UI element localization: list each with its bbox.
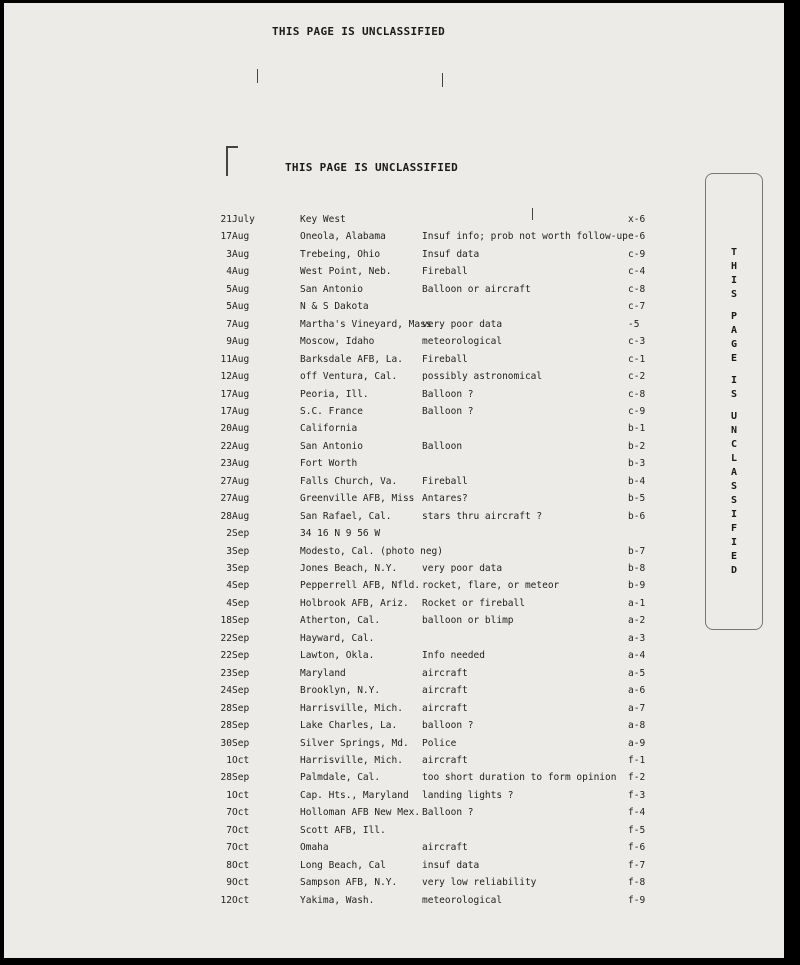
- date-day: 27: [220, 475, 232, 487]
- index-code: a-3: [628, 632, 646, 644]
- date-day: 22: [220, 632, 232, 644]
- list-item: [4, 560, 784, 577]
- side-stamp-letter: A: [730, 467, 738, 478]
- date-month: Aug: [232, 318, 250, 330]
- index-code: c-7: [628, 301, 646, 313]
- location-text: Key West: [300, 214, 346, 225]
- location-text: San Antonio: [300, 283, 363, 295]
- list-item: [4, 438, 784, 455]
- date-day: 7: [226, 842, 232, 854]
- list-item: [4, 316, 784, 333]
- list-item: [4, 525, 784, 542]
- location-text: Atherton, Cal.: [300, 615, 381, 627]
- date-day: 12: [220, 894, 232, 906]
- side-stamp-text: [706, 246, 762, 578]
- location-text: San Antonio: [300, 440, 363, 452]
- location-text: Moscow, Idaho: [300, 336, 375, 348]
- list-item: [4, 595, 784, 612]
- side-stamp-letter: D: [730, 565, 738, 576]
- date-day: 4: [226, 580, 232, 592]
- date-month: Aug: [232, 301, 250, 313]
- date-day: 30: [220, 737, 232, 749]
- list-item: [4, 822, 784, 839]
- index-code: c-1: [628, 353, 646, 365]
- index-code: a-5: [628, 667, 646, 679]
- list-item: [4, 612, 784, 629]
- comment-text: stars thru aircraft ?: [422, 510, 543, 522]
- location-text: Oneola, Alabama: [300, 231, 386, 243]
- comment-text: aircraft: [422, 702, 468, 714]
- comment-text: Balloon ?: [422, 388, 474, 400]
- location-text: Modesto, Cal. (photo neg): [300, 545, 443, 557]
- comment-text: aircraft: [422, 667, 468, 679]
- comment-text: Balloon: [422, 440, 463, 452]
- comment-text: too short duration to form opinion: [422, 772, 617, 784]
- index-code: b-6: [628, 510, 646, 522]
- scan-mark: [257, 69, 258, 83]
- date-day: 2: [226, 528, 232, 540]
- index-code: b-1: [628, 423, 646, 435]
- list-item: [4, 263, 784, 280]
- scan-mark: [442, 73, 443, 87]
- date-day: 5: [226, 283, 232, 295]
- date-month: Sep: [232, 580, 250, 592]
- location-text: Holloman AFB New Mex.: [300, 807, 421, 819]
- date-month: Sep: [232, 650, 250, 662]
- list-item: [4, 892, 784, 909]
- side-stamp-letter: S: [730, 495, 738, 506]
- side-stamp-letter: N: [730, 425, 738, 436]
- index-code: c-2: [628, 371, 646, 383]
- index-code: b-3: [628, 458, 646, 470]
- top-classification-header: THIS PAGE IS UNCLASSIFIED: [272, 25, 446, 38]
- date-month: Sep: [232, 545, 250, 557]
- location-text: Harrisville, Mich.: [300, 754, 403, 766]
- date-day: 9: [226, 336, 232, 348]
- date-month: Oct: [232, 754, 250, 766]
- date-month: Aug: [232, 266, 250, 278]
- date-day: 24: [220, 685, 232, 697]
- side-stamp-letter: I: [730, 537, 738, 548]
- date-month: Oct: [232, 859, 250, 871]
- comment-text: Balloon or aircraft: [422, 283, 531, 295]
- date-month: Sep: [232, 667, 250, 679]
- side-stamp-letter: A: [730, 325, 738, 336]
- date-day: 7: [226, 807, 232, 819]
- location-text: Yakima, Wash.: [300, 894, 375, 906]
- list-item: [4, 211, 784, 228]
- list-item: [4, 839, 784, 856]
- date-day: 12: [220, 371, 232, 383]
- comment-text: balloon or blimp: [422, 615, 514, 627]
- date-month: Aug: [232, 336, 250, 348]
- date-month: Aug: [232, 405, 250, 417]
- date-day: 3: [226, 545, 232, 557]
- list-item: [4, 577, 784, 594]
- list-item: [4, 298, 784, 315]
- comment-text: meteorological: [422, 336, 503, 348]
- index-code: f-5: [628, 824, 646, 836]
- list-item: [4, 386, 784, 403]
- date-day: 4: [226, 266, 232, 278]
- date-month: Oct: [232, 789, 250, 801]
- comment-text: aircraft: [422, 842, 468, 854]
- date-day: 28: [220, 772, 232, 784]
- comment-text: meteorological: [422, 894, 503, 906]
- index-code: c-8: [628, 283, 646, 295]
- index-code: b-7: [628, 545, 646, 557]
- date-month: Sep: [232, 528, 250, 540]
- location-text: West Point, Neb.: [300, 266, 392, 278]
- comment-text: Fireball: [422, 266, 468, 278]
- main-classification-header: THIS PAGE IS UNCLASSIFIED: [285, 161, 459, 174]
- list-item: [4, 420, 784, 437]
- comment-text: Antares?: [422, 493, 468, 505]
- date-month: July: [232, 214, 255, 225]
- date-month: Aug: [232, 510, 250, 522]
- location-text: Lawton, Okla.: [300, 650, 375, 662]
- comment-text: balloon ?: [422, 720, 474, 732]
- location-text: Falls Church, Va.: [300, 475, 398, 487]
- date-day: 20: [220, 423, 232, 435]
- location-text: N & S Dakota: [300, 301, 369, 313]
- comment-text: Info needed: [422, 650, 485, 662]
- date-day: 28: [220, 720, 232, 732]
- list-item: [4, 682, 784, 699]
- index-code: a-7: [628, 702, 646, 714]
- index-code: f-3: [628, 789, 646, 801]
- date-month: Oct: [232, 842, 250, 854]
- side-stamp-letter: H: [730, 261, 738, 272]
- list-item: [4, 333, 784, 350]
- list-item: [4, 752, 784, 769]
- date-month: Aug: [232, 231, 250, 243]
- date-month: Aug: [232, 458, 250, 470]
- location-text: California: [300, 423, 358, 435]
- index-code: a-2: [628, 615, 646, 627]
- comment-text: very poor data: [422, 318, 503, 330]
- list-item: [4, 368, 784, 385]
- date-month: Sep: [232, 632, 250, 644]
- list-item: [4, 804, 784, 821]
- list-item: [4, 665, 784, 682]
- index-code: f-6: [628, 842, 646, 854]
- date-day: 3: [226, 248, 232, 260]
- side-stamp-letter: I: [730, 509, 738, 520]
- list-item: [4, 857, 784, 874]
- comment-text: Fireball: [422, 475, 468, 487]
- list-item: [4, 228, 784, 245]
- index-code: f-4: [628, 807, 646, 819]
- location-text: Barksdale AFB, La.: [300, 353, 403, 365]
- index-code: b-2: [628, 440, 646, 452]
- index-code: c-8: [628, 388, 646, 400]
- side-stamp-letter: E: [730, 551, 738, 562]
- location-text: Martha's Vineyard, Mass: [300, 318, 432, 330]
- list-item: [4, 455, 784, 472]
- comment-text: Insuf info; prob not worth follow-up: [422, 231, 628, 243]
- date-month: Oct: [232, 807, 250, 819]
- date-day: 1: [226, 789, 232, 801]
- comment-text: Fireball: [422, 353, 468, 365]
- date-day: 23: [220, 667, 232, 679]
- date-day: 17: [220, 231, 232, 243]
- date-month: Aug: [232, 440, 250, 452]
- location-text: Lake Charles, La.: [300, 720, 398, 732]
- location-text: Omaha: [300, 842, 329, 854]
- location-text: Greenville AFB, Miss: [300, 493, 415, 505]
- index-code: c-4: [628, 266, 646, 278]
- location-text: Maryland: [300, 667, 346, 679]
- date-day: 11: [220, 353, 232, 365]
- comment-text: Balloon ?: [422, 405, 474, 417]
- date-month: Aug: [232, 493, 250, 505]
- comment-text: Police: [422, 737, 457, 749]
- location-text: Peoria, Ill.: [300, 388, 369, 400]
- list-item: [4, 700, 784, 717]
- index-code: b-8: [628, 563, 646, 574]
- side-stamp-letter: C: [730, 439, 738, 450]
- date-month: Aug: [232, 475, 250, 487]
- list-item: [4, 473, 784, 490]
- date-month: Sep: [232, 720, 250, 732]
- date-day: 3: [226, 563, 232, 574]
- comment-text: rocket, flare, or meteor: [422, 580, 560, 592]
- date-month: Aug: [232, 248, 250, 260]
- location-text: 34 16 N 9 56 W: [300, 528, 381, 540]
- date-day: 28: [220, 702, 232, 714]
- location-text: San Rafael, Cal.: [300, 510, 392, 522]
- date-day: 7: [226, 824, 232, 836]
- location-text: Pepperrell AFB, Nfld.: [300, 580, 421, 592]
- comment-text: landing lights ?: [422, 789, 514, 801]
- location-text: Hayward, Cal.: [300, 632, 375, 644]
- scan-mark: [226, 146, 228, 176]
- index-code: b-4: [628, 475, 646, 487]
- date-day: 5: [226, 301, 232, 313]
- side-stamp-letter: S: [730, 289, 738, 300]
- side-stamp-letter: S: [730, 481, 738, 492]
- comment-text: Rocket or fireball: [422, 597, 525, 609]
- comment-text: possibly astronomical: [422, 371, 543, 383]
- location-text: Cap. Hts., Maryland: [300, 789, 409, 801]
- side-stamp-letter: G: [730, 339, 738, 350]
- document-page: [4, 3, 784, 958]
- date-day: 23: [220, 458, 232, 470]
- side-stamp-letter: P: [730, 311, 738, 322]
- date-month: Sep: [232, 563, 250, 574]
- date-day: 1: [226, 754, 232, 766]
- comment-text: aircraft: [422, 754, 468, 766]
- index-code: x-6: [628, 214, 646, 225]
- date-day: 21: [220, 214, 232, 225]
- index-code: f-1: [628, 754, 646, 766]
- index-code: c-3: [628, 336, 646, 348]
- side-stamp-letter: U: [730, 411, 738, 422]
- comment-text: Balloon ?: [422, 807, 474, 819]
- index-code: b-5: [628, 493, 646, 505]
- list-item: [4, 246, 784, 263]
- comment-text: very poor data: [422, 563, 503, 574]
- index-code: f-2: [628, 772, 646, 784]
- list-item: [4, 403, 784, 420]
- index-code: c-9: [628, 248, 646, 260]
- location-text: S.C. France: [300, 405, 363, 417]
- list-item: [4, 647, 784, 664]
- date-month: Aug: [232, 283, 250, 295]
- index-code: f-9: [628, 894, 646, 906]
- location-text: Long Beach, Cal: [300, 859, 386, 871]
- date-month: Oct: [232, 877, 250, 889]
- list-item: [4, 490, 784, 507]
- location-text: Silver Springs, Md.: [300, 737, 409, 749]
- location-text: Harrisville, Mich.: [300, 702, 403, 714]
- list-item: [4, 787, 784, 804]
- date-month: Aug: [232, 371, 250, 383]
- index-code: a-8: [628, 720, 646, 732]
- date-month: Oct: [232, 894, 250, 906]
- location-text: off Ventura, Cal.: [300, 371, 398, 383]
- index-code: f-7: [628, 859, 646, 871]
- comment-text: very low reliability: [422, 877, 537, 889]
- location-text: Trebeing, Ohio: [300, 248, 381, 260]
- date-month: Sep: [232, 597, 250, 609]
- date-day: 18: [220, 615, 232, 627]
- date-day: 22: [220, 650, 232, 662]
- index-code: c-9: [628, 405, 646, 417]
- side-stamp-letter: E: [730, 353, 738, 364]
- date-month: Sep: [232, 737, 250, 749]
- location-text: Scott AFB, Ill.: [300, 824, 386, 836]
- list-item: [4, 281, 784, 298]
- date-month: Aug: [232, 423, 250, 435]
- date-month: Sep: [232, 702, 250, 714]
- list-item: [4, 508, 784, 525]
- index-code: a-4: [628, 650, 646, 662]
- side-stamp-letter: F: [730, 523, 738, 534]
- list-item: [4, 717, 784, 734]
- scan-mark: [226, 146, 238, 148]
- index-code: -5: [628, 318, 640, 330]
- date-day: 28: [220, 510, 232, 522]
- location-text: Sampson AFB, N.Y.: [300, 877, 398, 889]
- side-stamp-letter: S: [730, 389, 738, 400]
- comment-text: Insuf data: [422, 248, 480, 260]
- date-day: 22: [220, 440, 232, 452]
- comment-text: aircraft: [422, 685, 468, 697]
- date-day: 4: [226, 597, 232, 609]
- location-text: Brooklyn, N.Y.: [300, 685, 381, 697]
- date-month: Sep: [232, 685, 250, 697]
- date-day: 27: [220, 493, 232, 505]
- list-item: [4, 874, 784, 891]
- location-text: Palmdale, Cal.: [300, 772, 381, 784]
- location-text: Holbrook AFB, Ariz.: [300, 597, 409, 609]
- date-day: 7: [226, 318, 232, 330]
- index-code: a-9: [628, 737, 646, 749]
- index-code: a-1: [628, 597, 646, 609]
- date-month: Oct: [232, 824, 250, 836]
- location-text: Jones Beach, N.Y.: [300, 563, 398, 574]
- list-item: [4, 769, 784, 786]
- date-month: Aug: [232, 353, 250, 365]
- location-text: Fort Worth: [300, 458, 358, 470]
- date-month: Sep: [232, 615, 250, 627]
- index-code: a-6: [628, 685, 646, 697]
- date-day: 8: [226, 859, 232, 871]
- side-stamp-letter: I: [730, 275, 738, 286]
- side-stamp-letter: L: [730, 453, 738, 464]
- index-code: e-6: [628, 231, 646, 243]
- side-stamp-letter: I: [730, 375, 738, 386]
- date-month: Sep: [232, 772, 250, 784]
- index-code: f-8: [628, 877, 646, 889]
- list-item: [4, 351, 784, 368]
- date-day: 17: [220, 405, 232, 417]
- index-code: b-9: [628, 580, 646, 592]
- date-day: 17: [220, 388, 232, 400]
- side-classification-stamp: [705, 173, 763, 630]
- comment-text: insuf data: [422, 859, 480, 871]
- list-item: [4, 630, 784, 647]
- list-item: [4, 543, 784, 560]
- date-day: 9: [226, 877, 232, 889]
- list-item: [4, 735, 784, 752]
- side-stamp-letter: T: [730, 247, 738, 258]
- date-month: Aug: [232, 388, 250, 400]
